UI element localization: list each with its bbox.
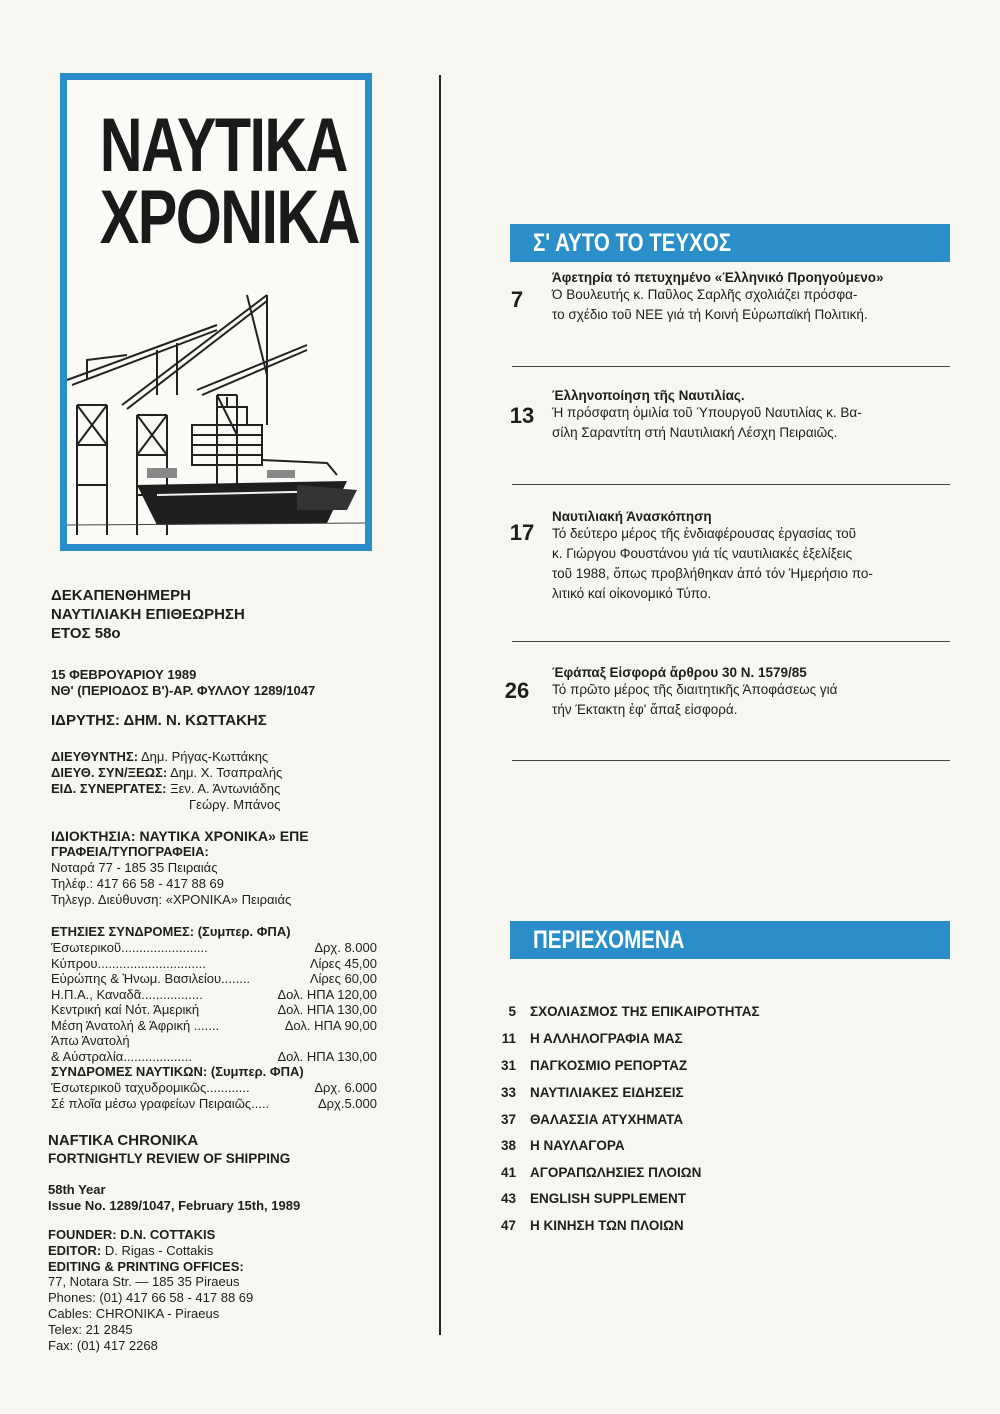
article-body-line: Ό Βουλευτής κ. Παῦλος Σαρλῆς σχολιάζει πρόσφα-: [552, 287, 858, 302]
sub-label: Η.Π.Α., Καναδᾶ.................: [51, 986, 203, 1002]
sub-row: [51, 1002, 377, 1018]
toc-row[interactable]: [490, 1218, 684, 1233]
ownership-block: [51, 828, 309, 908]
toc-label: ΘΑΛΑΣΣΙΑ ΑΤΥΧΗΜΑΤΑ: [530, 1112, 684, 1127]
seamen-subscriptions-heading: ΣΥΝΔΡΟΜΕΣ ΝΑΥΤΙΚΩΝ: (Συμπερ. ΦΠΑ): [51, 1064, 304, 1079]
sub-label: Άπω Άνατολή: [51, 1033, 130, 1048]
sub-label: Έσωτερικοῦ........................: [51, 940, 208, 955]
english-editor-label: EDITOR:: [48, 1242, 102, 1258]
article-page-number: 7: [510, 287, 524, 312]
english-telex: Telex: 21 2845: [48, 1321, 133, 1337]
article-body-line: Τό δεύτερο μέρος τῆς ἐνδιαφέρουσας ἐργασίας τοῦ: [552, 526, 857, 541]
sub-value: Δρχ. 8.000: [314, 940, 377, 955]
toc-row[interactable]: [490, 1191, 686, 1206]
sub-value: Λίρες 60,00: [309, 971, 377, 986]
english-fax: Fax: (01) 417 2268: [48, 1337, 158, 1353]
toc-label: ΣΧΟΛΙΑΣΜΟΣ ΤΗΣ ΕΠΙΚΑΙΡΟΤΗΤΑΣ: [530, 1004, 760, 1019]
article-entry[interactable]: [552, 509, 952, 604]
article-page-number: 13: [509, 403, 535, 428]
english-staff-block: [48, 1227, 253, 1353]
sub-value: Δολ. ΗΠΑ 130,00: [277, 1048, 377, 1064]
toc-label: ΝΑΥΤΙΛΙΑΚΕΣ ΕΙΔΗΣΕΙΣ: [530, 1085, 684, 1100]
english-subtitle: FORTNIGHTLY REVIEW OF SHIPPING: [48, 1151, 291, 1166]
offices-label: ΓΡΑΦΕΙΑ/ΤΥΠΟΓΡΑΦΕΙΑ:: [51, 844, 209, 859]
article-body-line: κ. Γιώργου Φουστάνου γιά τίς ναυτιλιακές ἐξελίξεις: [552, 546, 853, 561]
toc-label: ENGLISH SUPPLEMENT: [530, 1191, 687, 1206]
contents-heading: ΠΕΡΙΕΧΟΜΕΝΑ: [532, 926, 685, 954]
collaborator-2: Γεώργ. Μπάνος: [189, 797, 281, 812]
divider-line: [512, 366, 950, 367]
subscriptions-heading: ΕΤΗΣΙΕΣ ΣΥΝΔΡΟΜΕΣ: (Συμπερ. ΦΠΑ): [51, 924, 291, 939]
toc-page: 38: [500, 1138, 516, 1153]
toc-page: 11: [501, 1031, 516, 1046]
english-offices-label: EDITING & PRINTING OFFICES:: [48, 1258, 244, 1274]
sub-value: Λίρες 45,00: [309, 955, 377, 971]
sub-row: [51, 987, 377, 1003]
toc-page: 47: [500, 1218, 516, 1233]
article-body-line: το σχέδιο τοῦ ΝΕΕ γιά τή Κοινή Εὐρωπαϊκή Πολιτική.: [552, 307, 868, 322]
toc-label: Η ΑΛΛΗΛΟΓΡΑΦΙΑ ΜΑΣ: [530, 1031, 683, 1046]
editor-label: ΔΙΕΥΘ. ΣΥΝ/ΞΕΩΣ:: [51, 765, 168, 780]
article-body-line: Ή πρόσφατη ὁμιλία τοῦ Ύπουργοῦ Ναυτιλίας κ. Βα-: [552, 405, 862, 420]
sub-label: Μέση Άνατολή & Άφρική .......: [51, 1017, 220, 1033]
english-title: NAFTIKA CHRONIKA: [48, 1132, 199, 1149]
article-title: Έφάπαξ Εἰσφορά ἄρθρου 30 Ν. 1579/85: [552, 665, 807, 680]
sub-row: [51, 1096, 377, 1112]
contents-bar: [510, 921, 950, 959]
toc-page: 43: [500, 1191, 516, 1206]
article-body-line: λιτικό καί οἰκονομικό Τύπο.: [552, 586, 712, 601]
masthead: [60, 73, 372, 551]
owner: ΙΔΙΟΚΤΗΣΙΑ: ΝΑΥΤΙΚΑ ΧΡΟΝΙΚΑ» ΕΠΕ: [51, 828, 309, 844]
english-issue-block: [48, 1182, 300, 1214]
toc-page: 33: [500, 1085, 516, 1100]
sub-row: [51, 1080, 377, 1096]
english-editor: D. Rigas - Cottakis: [104, 1242, 214, 1258]
english-masthead: [48, 1132, 290, 1167]
phone: Τηλέφ.: 417 66 58 - 417 88 69: [51, 876, 224, 891]
issue-number: ΝΘ' (ΠΕΡΙΟΔΟΣ Β')-ΑΡ. ΦΥΛΛΟΥ 1289/1047: [51, 683, 316, 698]
toc-page: 5: [508, 1004, 516, 1019]
subtitle-2: ΝΑΥΤΙΛΙΑΚΗ ΕΠΙΘΕΩΡΗΣΗ: [51, 606, 245, 623]
subscriptions-block: [51, 924, 377, 1111]
editor-name: Δημ. Χ. Τσαπραλής: [170, 765, 283, 780]
founder-greek: ΙΔΡΥΤΗΣ: ΔΗΜ. Ν. ΚΩΤΤΑΚΗΣ: [51, 712, 267, 729]
sub-label: Έσωτερικοῦ ταχυδρομικῶς............: [51, 1080, 250, 1095]
sub-row: [51, 956, 377, 972]
sub-label: Εὐρώπης & Ἡνωμ. Βασιλείου........: [51, 971, 251, 986]
toc-row[interactable]: [490, 1112, 683, 1127]
sub-label: Κύπρου..............................: [51, 955, 206, 971]
article-body-line: τήν Έκτακτη ἐφ' ἅπαξ εἰσφορά.: [552, 702, 738, 717]
article-entry[interactable]: [552, 665, 952, 720]
article-entry[interactable]: [552, 388, 952, 443]
article-page-number: 26: [504, 678, 530, 703]
sub-value: Δολ. ΗΠΑ 120,00: [277, 986, 377, 1002]
sub-row: [51, 1018, 377, 1034]
toc-page: 41: [500, 1165, 516, 1180]
sub-row: [51, 940, 377, 956]
article-page-number: 17: [509, 520, 535, 545]
english-year: 58th Year: [48, 1182, 106, 1197]
sub-row: [51, 1049, 377, 1065]
toc-label: ΑΓΟΡΑΠΩΛΗΣΙΕΣ ΠΛΟΙΩΝ: [530, 1165, 702, 1180]
article-body-line: τοῦ 1988, ὅπως προβλήθηκαν ἀπό τόν Ήμερήσιο πο-: [552, 566, 873, 581]
sub-value: Δολ. ΗΠΑ 130,00: [277, 1002, 377, 1017]
article-body-line: Τό πρῶτο μέρος τῆς διαιτητικῆς Άποφάσεως γιά: [552, 682, 838, 697]
article-title: Άφετηρία τό πετυχημένο «Έλληνικό Προηγούμενο»: [552, 270, 884, 285]
divider-line: [512, 760, 950, 761]
english-issue: Issue No. 1289/1047, February 15th, 1989: [48, 1198, 301, 1213]
issue-info: [51, 667, 315, 699]
article-title: Έλληνοποίηση τῆς Ναυτιλίας.: [552, 388, 745, 403]
divider-line: [512, 641, 950, 642]
year-label: ΕΤΟΣ 58ο: [51, 625, 121, 642]
sub-value: Δολ. ΗΠΑ 90,00: [284, 1017, 377, 1033]
toc-label: Η ΚΙΝΗΣΗ ΤΩΝ ΠΛΟΙΩΝ: [530, 1218, 684, 1233]
toc-page: 37: [500, 1112, 516, 1127]
collaborators-label: ΕΙΔ. ΣΥΝΕΡΓΑΤΕΣ:: [51, 781, 167, 796]
toc-row[interactable]: [490, 1138, 625, 1153]
sub-value: Δρχ.5.000: [317, 1095, 377, 1111]
toc-row[interactable]: [490, 1058, 687, 1073]
sub-value: Δρχ. 6.000: [314, 1080, 377, 1095]
toc-page: 31: [500, 1058, 516, 1073]
director-name: Δημ. Ρήγας-Κωττάκης: [140, 749, 269, 764]
in-issue-heading: Σ' ΑΥΤΟ ΤΟ ΤΕΥΧΟΣ: [532, 229, 732, 257]
toc-row[interactable]: [490, 1004, 760, 1019]
sub-label: Κεντρική καί Νότ. Άμερική: [51, 1002, 200, 1017]
toc-row[interactable]: [490, 1165, 701, 1180]
article-entry[interactable]: [552, 270, 952, 325]
title-line-1: ΝΑΥΤΙΚΑ: [99, 103, 347, 188]
publication-info: [51, 586, 245, 643]
staff-block: [51, 749, 282, 813]
telegraph: Τηλεγρ. Διεύθυνση: «ΧΡΟΝΙΚΑ» Πειραιάς: [51, 892, 292, 907]
english-founder: FOUNDER: D.N. COTTAKIS: [48, 1227, 216, 1242]
director-label: ΔΙΕΥΘΥΝΤΗΣ:: [51, 749, 139, 764]
sub-row: [51, 1033, 377, 1049]
collaborator-1: Ξεν. Α. Άντωνιάδης: [170, 781, 281, 796]
article-title: Ναυτιλιακή Άνασκόπηση: [552, 509, 712, 524]
subtitle-1: ΔΕΚΑΠΕΝΘΗΜΕΡΗ: [51, 587, 191, 604]
sub-row: [51, 971, 377, 987]
title-line-2: ΧΡΟΝΙΚΑ: [99, 175, 359, 260]
divider-line: [512, 484, 950, 485]
toc-row[interactable]: [490, 1031, 683, 1046]
address: Νοταρά 77 - 185 35 Πειραιάς: [51, 860, 218, 875]
issue-date: 15 ΦΕΒΡΟΥΑΡΙΟΥ 1989: [51, 667, 197, 682]
toc-row[interactable]: [490, 1085, 684, 1100]
ship-cranes-illustration: [67, 285, 365, 543]
masthead-inner: [67, 80, 365, 544]
toc-label: Η ΝΑΥΛΑΓΟΡΑ: [530, 1138, 625, 1153]
english-cables: Cables: CHRONIKA - Piraeus: [48, 1305, 220, 1321]
column-divider: [439, 75, 441, 1335]
english-phones: Phones: (01) 417 66 58 - 417 88 69: [48, 1290, 254, 1306]
sub-label: Σέ πλοῖα μέσω γραφείων Πειραιῶς.....: [51, 1095, 270, 1111]
in-issue-bar: [510, 224, 950, 262]
toc-label: ΠΑΓΚΟΣΜΙΟ ΡΕΠΟΡΤΑΖ: [530, 1058, 688, 1073]
article-body-line: σίλη Σαραντίτη στή Ναυτιλιακή Λέσχη Πειραιῶς.: [552, 425, 838, 440]
english-address: 77, Notara Str. — 185 35 Piraeus: [48, 1274, 240, 1290]
sub-label: & Αὐστραλία...................: [51, 1048, 192, 1064]
